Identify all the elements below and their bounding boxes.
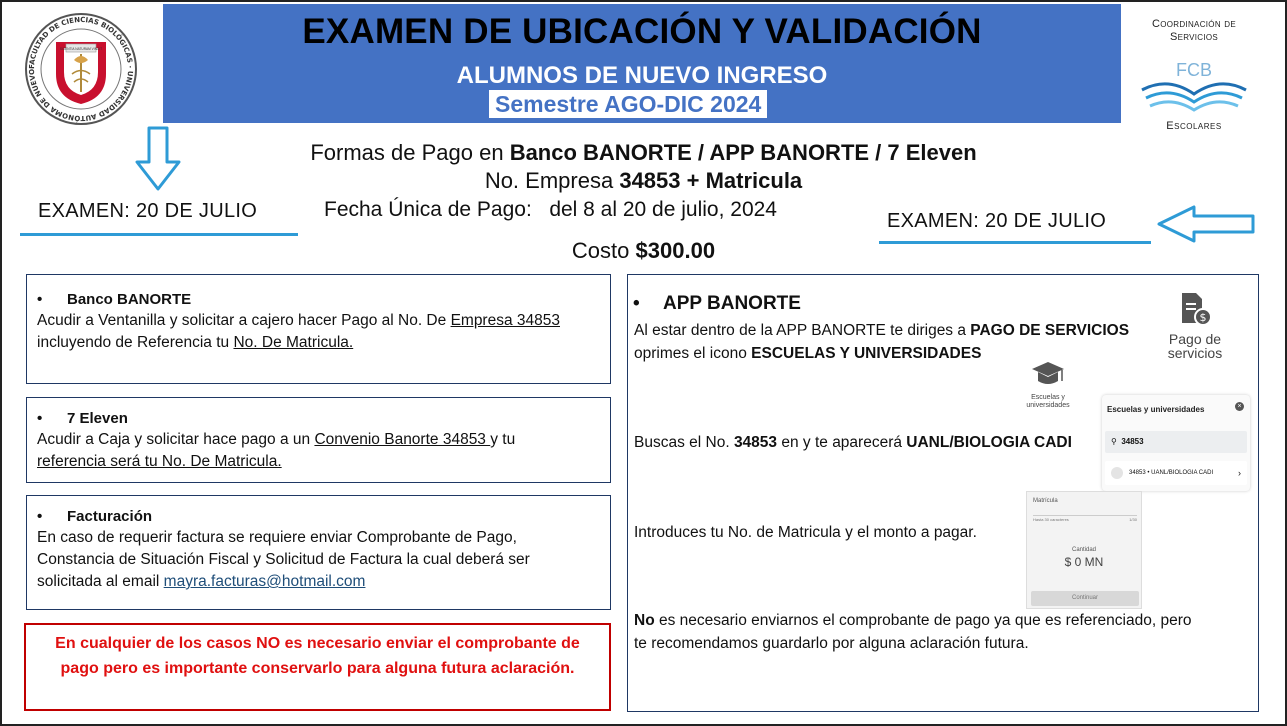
coord-label: Coordinación de Servicios [1152, 18, 1236, 43]
search-title: Escuelas y universidades [1107, 405, 1205, 414]
payment-methods-list: Banco BANORTE / APP BANORTE / 7 Eleven [509, 140, 977, 165]
exam-date-left: EXAMEN: 20 DE JULIO [38, 200, 258, 222]
banorte-title: Banco BANORTE [67, 291, 192, 308]
app-title: APP BANORTE [663, 293, 801, 314]
facturacion-box: • Facturación En caso de requerir factura se requiere enviar Comprobante de Pago, Constancia de Situación Fiscal y Solicitud de Factura la cual deberá ser solicitada al email mayra.facturas@hotmail.com [26, 495, 611, 610]
facturacion-title: Facturación [67, 508, 153, 525]
svg-text:$: $ [1199, 311, 1207, 324]
facturacion-text: En caso de requerir factura se requiere enviar Comprobante de Pago, Constancia de Situación Fiscal y Solicitud de Factura la cual deberá ser solicitada al email mayra.facturas@hotmail.com [37, 529, 530, 590]
close-icon: × [1235, 402, 1244, 411]
empresa-value: 34853 + Matricula [619, 168, 803, 193]
banorte-text: Acudir a Ventanilla y solicitar a cajero hacer Pago al No. De Empresa 34853 incluyendo de Referencia tu No. De Matricula. [37, 312, 560, 351]
search-result: 34853 • UANL/BIOLOGIA CADI › [1105, 461, 1247, 485]
app-step-4: No es necesario enviarnos el comprobante de pago ya que es referenciado, pero te recomendamos guardarlo por alguna aclaración futura. [634, 612, 1192, 652]
matricula-field-label: Matrícula [1033, 498, 1058, 504]
empresa-prefix: No. Empresa [484, 168, 614, 193]
fecha-label: Fecha Única de Pago: [324, 198, 532, 221]
search-input: ⚲ 34853 [1105, 431, 1247, 453]
underline-left [20, 233, 298, 236]
cost-label: Costo [571, 238, 630, 263]
exam-date-right: EXAMEN: 20 DE JULIO [887, 210, 1107, 232]
page-title: EXAMEN DE UBICACIÓN Y VALIDACIÓN [302, 12, 982, 51]
page-subtitle: ALUMNOS DE NUEVO INGRESO [456, 62, 828, 89]
monto-screenshot [1026, 491, 1142, 609]
payment-methods [0, 140, 1287, 166]
cantidad-label: Cantidad [1071, 547, 1097, 553]
payment-methods-prefix: Formas de Pago en [310, 140, 504, 165]
app-step-1: Al estar dentro de la APP BANORTE te diriges a PAGO DE SERVICIOS oprimes el icono ESCUELAS Y UNIVERSIDADES [634, 322, 1130, 362]
book-icon [1138, 54, 1250, 118]
warning-text: En cualquier de los casos NO es necesario enviar el comprobante de pago pero es importante conservarlo para alguna futura aclaración. [55, 635, 580, 677]
escuelas-universidades-icon [1013, 359, 1083, 410]
continuar-button: Continuar [1031, 591, 1139, 606]
app-step-3: Introduces tu No. de Matricula y el monto a pagar. [634, 524, 977, 541]
matricula-field-hint: Hasta 30 caracteres 1/30 [1033, 517, 1137, 522]
search-screenshot [1102, 395, 1250, 491]
empresa-number [0, 168, 1287, 194]
school-icon [1111, 467, 1123, 479]
coordinacion-logo [1134, 18, 1254, 133]
cost-value: $300.00 [635, 238, 716, 263]
app-banorte-box: • APP BANORTE Al estar dentro de la APP BANORTE te diriges a PAGO DE SERVICIOS oprimes el icono ESCUELAS Y UNIVERSIDADES $ Pago de servicios Escuelas y universidades Escuelas y universidades × ⚲ 34853 34853 • UANL/BIOLOGIA CADI › Buscas el No. 34853 en y te aparecerá UANL/BIOLOGIA CADI Matrícula Hasta 30 caracteres 1/30 Cantidad $ 0 MN Continuar Introduces tu No. de Matricula y el monto a pagar. No es necesario enviarnos el comprobante de pago ya que es referenciado, pero te recomendamos guardarlo por alguna aclaración futura. [627, 274, 1259, 712]
chevron-right-icon: › [1238, 468, 1241, 478]
app-step-2: Buscas el No. 34853 en y te aparecerá UANL/BIOLOGIA CADI [634, 434, 1072, 451]
coord-fcb: FCB [1176, 60, 1212, 80]
seven-eleven-text: Acudir a Caja y solicitar hace pago a un Convenio Banorte 34853 y tu referencia será tu No. De Matricula. [37, 431, 516, 470]
fecha-value: del 8 al 20 de julio, 2024 [549, 198, 777, 221]
escuelas-label: Escuelas y universidades [1026, 394, 1070, 409]
header-banner [163, 4, 1121, 123]
warning-box [24, 623, 611, 711]
amount-value: $ 0 MN [1064, 555, 1104, 569]
seal-ring-text: FACULTAD DE CIENCIAS BIOLÓGICAS · UNIVERSIDAD AUTÓNOMA DE NUEVO [27, 15, 135, 123]
payment-date [324, 198, 777, 222]
seven-eleven-title: 7 Eleven [67, 410, 128, 427]
factura-email-link[interactable]: mayra.facturas@hotmail.com [163, 573, 366, 590]
pago-servicios-label: Pago de servicios [1167, 331, 1223, 361]
fcb-seal-logo [24, 12, 138, 126]
search-icon: ⚲ [1111, 437, 1117, 446]
banorte-box: • Banco BANORTE Acudir a Ventanilla y solicitar a cajero hacer Pago al No. De Empresa 34853 incluyendo de Referencia tu No. De Matricula. [26, 274, 611, 384]
seal-motto: SCIENTIA NATURAM VINCIT [59, 47, 103, 51]
pago-servicios-icon [1160, 291, 1230, 360]
seven-eleven-box: • 7 Eleven Acudir a Caja y solicitar hace pago a un Convenio Banorte 34853 y tu referencia será tu No. De Matricula. [26, 397, 611, 483]
coord-bottom: Escolares [1166, 120, 1222, 132]
cost [0, 238, 1287, 264]
semester-label: Semestre AGO-DIC 2024 [489, 90, 767, 118]
